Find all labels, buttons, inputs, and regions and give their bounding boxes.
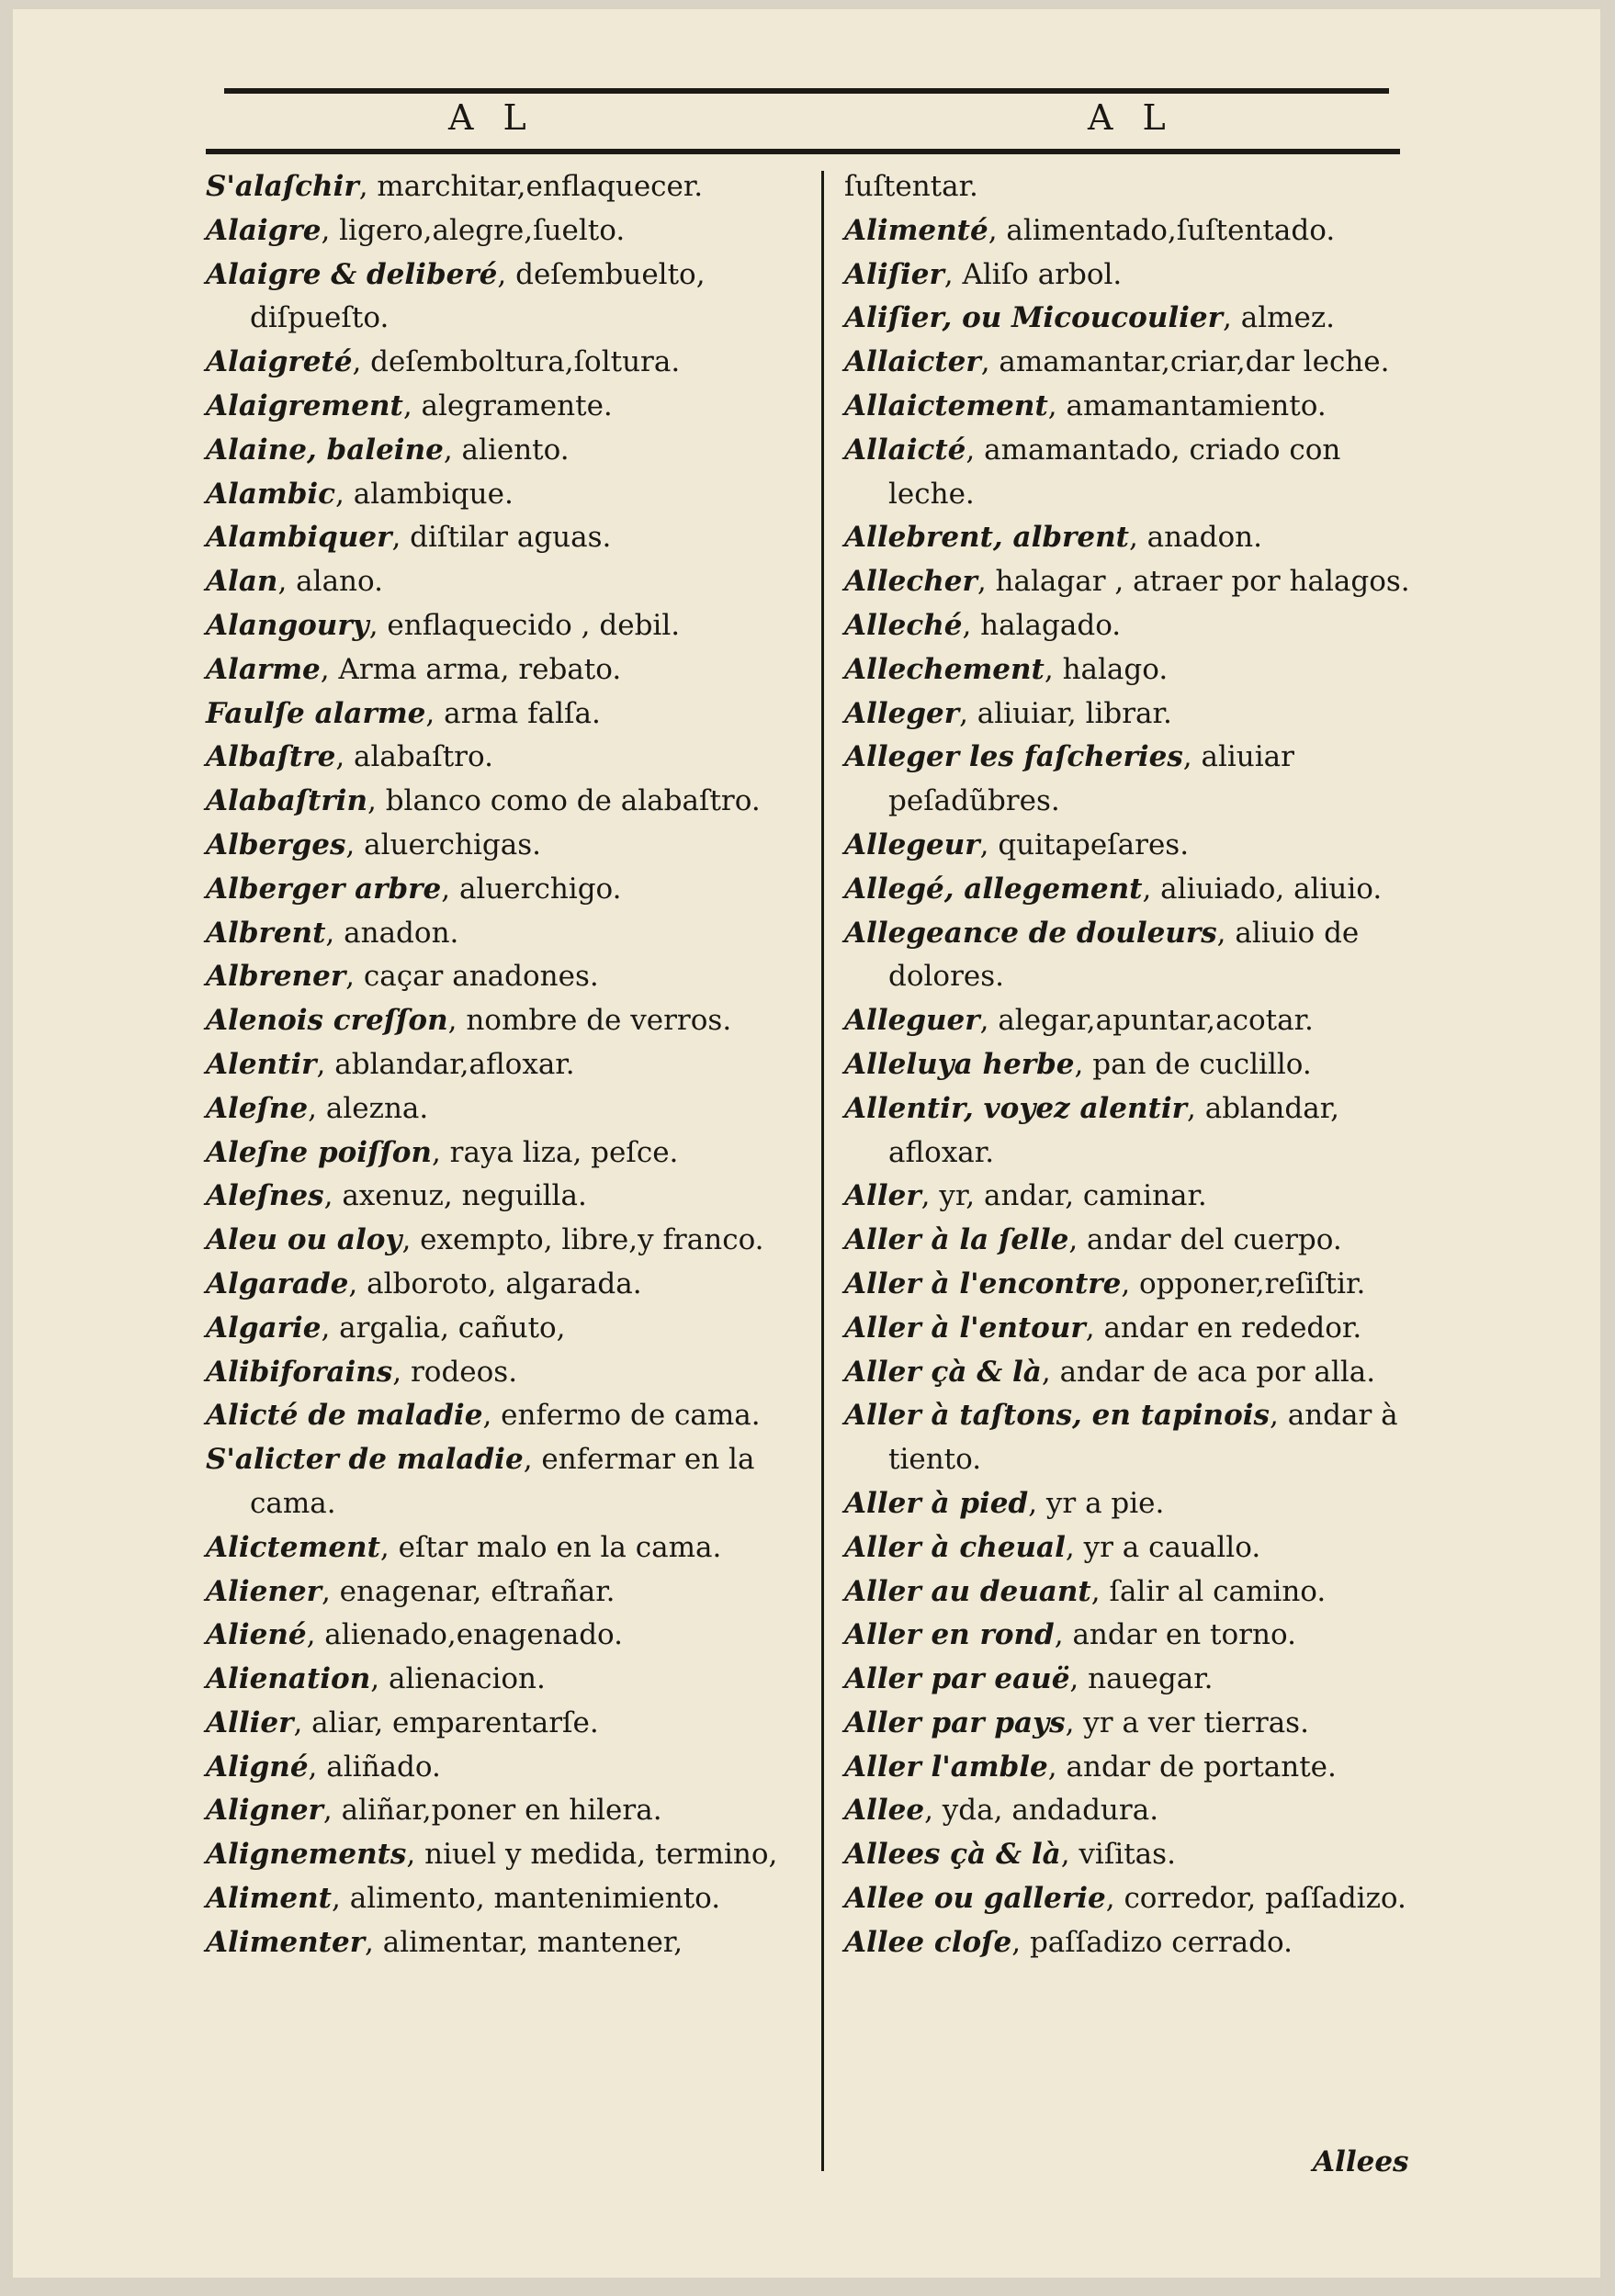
dictionary-entry [206,912,808,956]
entry-definition: , enagenar, eſtrañar. [321,1574,616,1608]
entry-headword: Alignements [206,1838,407,1872]
entry-headword: Aller à pied [844,1486,1029,1520]
entry-definition: , paſſadizo cerrado. [1011,1925,1293,1959]
dictionary-entry [844,1702,1418,1746]
entry-headword: Allegeur [844,827,980,861]
entry-definition: , andar de aca por alla. [1041,1355,1376,1389]
entry-definition: , alegar,apuntar,acotar. [979,1004,1314,1038]
dictionary-entry [844,1482,1418,1526]
column-divider [821,171,824,2171]
entry-headword: Aller l'amble [844,1750,1048,1784]
entry-definition: , alimento, mantenimiento. [332,1882,721,1916]
dictionary-entry [206,955,808,999]
entry-headword: Alan [206,565,278,599]
entry-definition: , alienacion. [370,1662,546,1696]
dictionary-entry [206,253,808,342]
entry-definition: , aliento. [443,433,570,467]
top-rule [224,88,1389,94]
entry-headword: Aleſne [206,1091,309,1125]
entry-definition: , blanco como de alabaſtro. [367,784,761,818]
dictionary-entry [844,1833,1418,1877]
entry-headword: Aliсtement [206,1530,380,1564]
dictionary-entry [206,1833,808,1877]
entry-headword: Allee ou gallerie [844,1882,1106,1916]
entry-headword: Faulſe alarme [206,696,426,730]
dictionary-entry [206,1263,808,1307]
entry-headword: Allegeance de douleurs [844,916,1217,950]
entry-definition: , enflaquecido , debil. [368,608,681,642]
entry-headword: Aleu ou aloy [206,1223,402,1257]
dictionary-entry [206,341,808,385]
dictionary-entry [206,1570,808,1615]
entry-headword: Allaiсté [844,433,966,467]
entry-headword: Aller par eauë [844,1662,1070,1696]
dictionary-entry [206,1394,808,1438]
dictionary-entry [206,648,808,692]
entry-headword: Alberges [206,827,346,861]
entry-definition: , aliñar,poner en hilera. [322,1794,662,1828]
dictionary-entry [206,1921,808,1965]
entry-definition: , yr a ver tierras. [1065,1705,1309,1739]
dictionary-entry [844,1175,1418,1219]
entry-definition: , eſtar malo en la cama. [379,1530,722,1564]
dictionary-entry [844,912,1418,1000]
entry-definition: , alimentado,ſuſtentado. [988,213,1336,247]
dictionary-entry [206,165,808,209]
entry-headword: Aller [844,1179,921,1213]
entry-definition: , halagado. [962,608,1122,642]
entry-definition: , yda, andadura. [924,1794,1159,1828]
dictionary-entry [206,736,808,780]
dictionary-entry [844,648,1418,692]
dictionary-entry [844,1570,1418,1615]
entry-headword: Allee cloſe [844,1925,1012,1959]
dictionary-entry [206,1219,808,1263]
entry-definition: , Aliſo arbol. [943,257,1123,291]
entry-headword: Aller à cheual [844,1530,1066,1564]
dictionary-entry [206,209,808,253]
entry-definition: , argalia, cañuto, [321,1311,566,1345]
entry-definition: , arma falſa. [425,696,601,730]
entry-definition: , ſalir al camino. [1090,1574,1327,1608]
entry-headword: Alimenter [206,1925,366,1959]
dictionary-entry [206,1438,808,1526]
entry-definition: , aliuiar peſadũbres. [888,740,1304,818]
entry-headword: Alienation [206,1662,371,1696]
entry-definition: , marchitar,enflaquecer. [358,170,704,203]
entry-headword: Alberger arbre [206,872,442,906]
dictionary-entry [206,560,808,604]
entry-headword: Aller çà & là [844,1355,1042,1389]
dictionary-entry [844,1307,1418,1351]
dictionary-entry [844,341,1418,385]
entry-headword: Alaigre [206,213,322,247]
entry-definition: , exempto, libre,y franco. [401,1223,764,1257]
dictionary-entry [844,209,1418,253]
dictionary-entry [844,1658,1418,1702]
dictionary-entry [206,1789,808,1833]
entry-definition: , niuel y medida, termino, [406,1838,778,1872]
dictionary-entry [206,1351,808,1395]
right-column [844,165,1418,1965]
entry-definition: , corredor, paſſadizo. [1105,1882,1406,1916]
entry-definition: , alimentar, mantener, [365,1925,683,1959]
dictionary-entry [206,604,808,648]
entry-definition: , aliuio de dolores. [888,916,1369,994]
entry-headword: Alenois creſſon [206,1004,448,1038]
entry-headword: Algarade [206,1266,349,1300]
entry-headword: Alibiforains [206,1355,393,1389]
entry-headword: Alaigre & deliberé [206,257,498,291]
dictionary-entry [206,868,808,912]
entry-headword: Alimenté [844,213,988,247]
entry-definition: , aluerchigas. [345,827,541,861]
entry-headword: Alleguer [844,1004,980,1038]
entry-headword: Allaiсtement [844,388,1048,422]
entry-headword: Alaine, baleine [206,433,444,467]
dictionary-entry [844,999,1418,1043]
entry-definition: , aluerchigo. [441,872,622,906]
entry-headword: Aller à l'encontre [844,1266,1122,1300]
dictionary-entry [844,297,1418,341]
entry-definition: , deſembuelto, diſpueſto. [250,257,715,335]
dictionary-entry [844,560,1418,604]
dictionary-entry [206,516,808,560]
entry-definition: , Arma arma, rebato. [320,652,622,686]
entry-headword: Alangoury [206,608,369,642]
entry-headword: Allees çà & là [844,1838,1061,1872]
entry-headword: Aleſnes [206,1179,324,1213]
dictionary-entry [844,1087,1418,1176]
entry-definition: , raya liza, peſce. [431,1135,679,1169]
entry-headword: Allecher [844,565,977,599]
entry-definition: , andar à tiento. [888,1399,1407,1477]
entry-definition: , diſtilar aguas. [391,521,612,555]
entry-definition: , andar en torno. [1054,1618,1296,1652]
entry-definition: , ablandar,afloxar. [316,1047,575,1081]
entry-definition: , yr, andar, caminar. [920,1179,1207,1213]
dictionary-entry [206,1877,808,1921]
dictionary-entry [844,692,1418,737]
entry-definition: , nombre de verros. [447,1004,732,1038]
dictionary-entry [206,1043,808,1087]
entry-headword: Aller à la ſelle [844,1223,1069,1257]
entry-definition: , andar del cuerpo. [1068,1223,1342,1257]
entry-headword: Albrent [206,916,326,950]
header-rule [206,149,1400,154]
dictionary-entry [844,824,1418,868]
entry-headword: Allegé, allegement [844,872,1143,906]
dictionary-entry [206,1131,808,1176]
entry-definition: , alienado,enagenado. [306,1618,624,1652]
dictionary-entry [844,253,1418,298]
entry-headword: Alleluya herbe [844,1047,1075,1081]
dictionary-entry [844,604,1418,648]
dictionary-entry [844,1526,1418,1570]
entry-headword: Alarme [206,652,321,686]
entry-headword: Aliсté de maladie [206,1399,483,1433]
entry-headword: Alleché [844,608,963,642]
dictionary-entry [206,780,808,824]
entry-definition: , pan de cuclillo. [1074,1047,1312,1081]
dictionary-entry [206,999,808,1043]
entry-headword: Allee [844,1794,925,1828]
entry-headword: Aller en rond [844,1618,1055,1652]
entry-headword: Aliſier, ou Micoucoulier [844,301,1223,335]
dictionary-entry [844,1219,1418,1263]
entry-headword: Aliſier [844,257,944,291]
entry-definition: , opponer,reſiſtir. [1121,1266,1366,1300]
entry-headword: Allaiсter [844,345,981,379]
dictionary-entry [844,165,1418,209]
dictionary-entry [206,692,808,737]
entry-headword: Allier [206,1705,294,1739]
entry-definition: , halagar , atraer por halagos. [977,565,1410,599]
dictionary-entry [844,736,1418,824]
entry-definition: , anadon. [1128,521,1262,555]
dictionary-entry [844,1746,1418,1790]
dictionary-entry [844,1921,1418,1965]
entry-headword: Aller au deuant [844,1574,1091,1608]
dictionary-entry [206,1526,808,1570]
entry-definition: , nauegar. [1069,1662,1214,1696]
entry-headword: Algarie [206,1311,322,1345]
entry-headword: Aliené [206,1618,307,1652]
entry-definition: , amamantado, criado con leche. [888,433,1350,511]
dictionary-entry [206,473,808,517]
dictionary-entry [206,1087,808,1131]
entry-definition: , deſemboltura,ſoltura. [352,345,681,379]
running-head-left: A L [448,97,536,138]
entry-headword: Alabaſtrin [206,784,367,818]
entry-definition: , ablandar, afloxar. [888,1091,1349,1169]
entry-definition: , anadon. [325,916,459,950]
dictionary-page [13,9,1600,2278]
entry-definition: , rodeos. [392,1355,518,1389]
entry-headword: Aller à taſtons, en tapinois [844,1399,1271,1433]
entry-headword: Alambic [206,477,336,511]
entry-headword: Alaigrement [206,388,403,422]
entry-definition: , alezna. [308,1091,429,1125]
entry-headword: Albaſtre [206,740,336,774]
entry-headword: Allechement [844,652,1045,686]
dictionary-entry [206,1307,808,1351]
entry-definition: , enfermar en la cama. [250,1443,764,1520]
entry-headword: Aller à l'entour [844,1311,1086,1345]
dictionary-entry [844,1614,1418,1658]
dictionary-entry [206,1746,808,1790]
entry-definition: ſuſtentar. [844,170,978,203]
entry-headword: Allentir, voyez alentir [844,1091,1187,1125]
entry-headword: Aligné [206,1750,309,1784]
dictionary-entry [844,516,1418,560]
running-head-right: A L [1088,97,1175,138]
entry-headword: Allebrent, albrent [844,521,1129,555]
dictionary-entry [844,1789,1418,1833]
entry-headword: Aller par pays [844,1705,1066,1739]
dictionary-entry [844,1043,1418,1087]
entry-definition: , viſitas. [1060,1838,1176,1872]
dictionary-entry [206,824,808,868]
entry-definition: , axenuz, neguilla. [323,1179,587,1213]
entry-definition: , quitapeſares. [979,827,1190,861]
entry-headword: Albrener [206,960,346,994]
entry-headword: Alleger [844,696,960,730]
dictionary-entry [844,1394,1418,1482]
dictionary-entry [844,1263,1418,1307]
entry-definition: , alboroto, algarada. [348,1266,642,1300]
entry-headword: Aliment [206,1882,332,1916]
entry-headword: S'aliсter de maladie [206,1443,524,1477]
entry-definition: , ligero,alegre,ſuelto. [321,213,626,247]
dictionary-entry [206,1614,808,1658]
entry-definition: , aliñado. [308,1750,441,1784]
entry-definition: , caçar anadones. [345,960,599,994]
entry-headword: Aligner [206,1794,323,1828]
entry-definition: , yr a pie. [1028,1486,1165,1520]
entry-definition: , aliar, emparentarſe. [293,1705,599,1739]
entry-headword: S'alaſchir [206,170,359,203]
dictionary-entry [206,1658,808,1702]
entry-definition: , amamantamiento. [1047,388,1327,422]
entry-definition: , alano. [277,565,383,599]
entry-definition: , alambique. [335,477,514,511]
dictionary-entry [206,1175,808,1219]
entry-headword: Alleger les faſcheries [844,740,1183,774]
catchword: Allees [1313,2145,1409,2178]
dictionary-entry [844,385,1418,429]
entry-headword: Alentir [206,1047,317,1081]
dictionary-entry [844,1351,1418,1395]
dictionary-entry [206,429,808,473]
dictionary-entry [844,429,1418,517]
entry-definition: , alegramente. [402,388,613,422]
dictionary-entry [206,385,808,429]
entry-definition: , amamantar,criar,dar leche. [980,345,1390,379]
dictionary-entry [844,868,1418,912]
entry-definition: , enfermo de cama. [482,1399,761,1433]
entry-definition: , almez. [1223,301,1336,335]
entry-headword: Aliener [206,1574,322,1608]
entry-headword: Aleſne poiſſon [206,1135,432,1169]
entry-definition: , aliuiar, librar. [959,696,1172,730]
entry-definition: , yr a cauallo. [1065,1530,1261,1564]
entry-definition: , halago. [1044,652,1169,686]
entry-definition: , aliuiado, aliuio. [1142,872,1383,906]
entry-definition: , alabaſtro. [335,740,493,774]
entry-headword: Alaigreté [206,345,353,379]
entry-headword: Alambiquer [206,521,392,555]
dictionary-entry [844,1877,1418,1921]
entry-definition: , andar en rededor. [1085,1311,1362,1345]
left-column [206,165,808,1965]
entry-definition: , andar de portante. [1047,1750,1337,1784]
dictionary-entry [206,1702,808,1746]
